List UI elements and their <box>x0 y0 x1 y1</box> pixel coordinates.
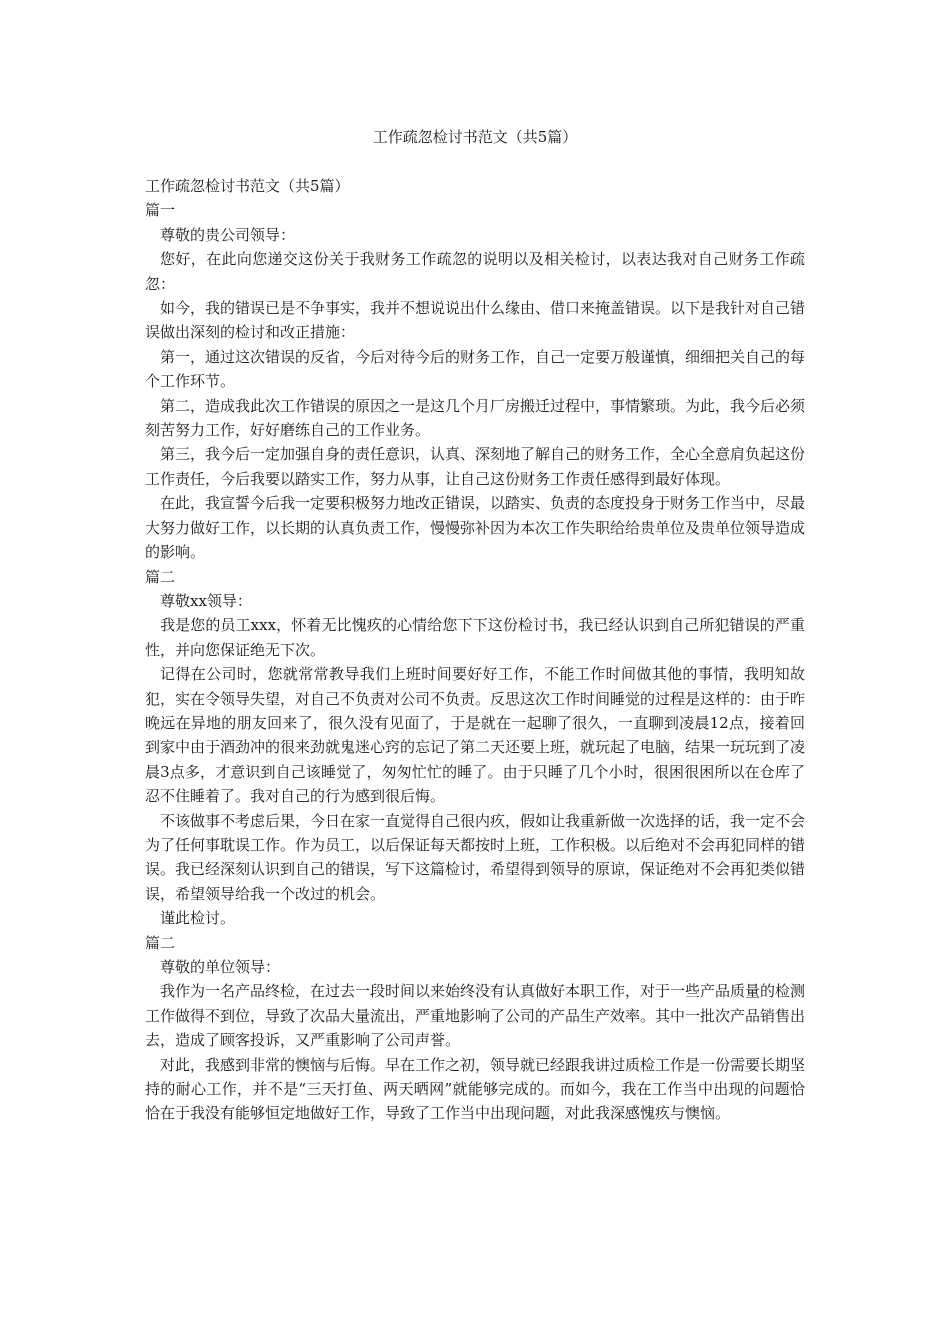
body-paragraph: 第二，造成我此次工作错误的原因之一是这几个月厂房搬迁过程中，事情繁琐。为此，我今后必须刻苦努力工作，好好磨练自己的工作业务。 <box>145 396 806 440</box>
body-paragraph: 对此，我感到非常的懊恼与后悔。早在工作之初，领导就已经跟我讲过质检工作是一份需要长期坚持的耐心工作，并不是“三天打鱼、两天晒网”就能够完成的。而如今，我在工作当中出现的问题恰恰在于我没有能够恒定地做好工作，导致了工作当中出现问题，对此我深感愧疚与懊恼。 <box>145 1055 806 1123</box>
document-title: 工作疏忽检讨书范文（共5篇） <box>372 128 578 146</box>
body-paragraph: 我作为一名产品终检，在过去一段时间以来始终没有认真做好本职工作，对于一些产品质量的检测工作做得不到位，导致了次品大量流出，严重地影响了公司的产品生产效率。其中一批次产品销售出去，造成了顾客投诉，又严重影响了公司声誉。 <box>145 982 806 1050</box>
body-paragraph: 第一，通过这次错误的反省，今后对待今后的财务工作，自己一定要万般谨慎，细细把关自己的每个工作环节。 <box>145 347 806 391</box>
body-paragraph: 您好，在此向您递交这份关于我财务工作疏忽的说明以及相关检讨，以表达我对自己财务工作疏忽： <box>145 250 805 293</box>
body-paragraph: 不该做事不考虑后果，今日在家一直觉得自己很内疚，假如让我重新做一次选择的话，我一定不会为了任何事耽误工作。作为员工，以后保证每天都按时上班，工作积极。以后绝对不会再犯同样的错误。我已经深刻认识到自己的错误，写下这篇检讨，希望得到领导的原谅，保证绝对不会再犯类似错误，希望领导给我一个改过的机会。 <box>145 811 806 903</box>
body-paragraph: 如今，我的错误已是不争事实，我并不想说说出什么缘由、借口来掩盖错误。以下是我针对自己错误做出深刻的检讨和改正措施： <box>145 299 806 342</box>
section-heading: 篇二 <box>145 567 176 586</box>
body-paragraph: 尊敬的单位领导： <box>160 958 281 976</box>
body-paragraph: 尊敬xx领导： <box>160 591 252 610</box>
body-paragraph: 第三，我今后一定加强自身的责任意识，认真、深刻地了解自己的财务工作，全心全意肩负起这份工作责任，今后我要以踏实工作，努力从事，让自己这份财务工作责任感得到最好体现。 <box>145 445 806 488</box>
body-paragraph: 尊敬的贵公司领导： <box>160 225 296 244</box>
section-heading: 篇一 <box>145 201 176 220</box>
body-paragraph: 在此，我宣誓今后我一定要积极努力地改正错误，以踏实、负责的态度投身于财务工作当中，尽最大努力做好工作，以长期的认真负责工作，慢慢弥补因为本次工作失职给给贵单位及贵单位领导造成的影响。 <box>145 494 806 562</box>
section-heading: 工作疏忽检讨书范文（共5篇） <box>145 177 350 195</box>
body-paragraph: 谨此检讨。 <box>160 909 236 928</box>
body-paragraph: 我是您的员工xxx，怀着无比愧疚的心情给您下下这份检讨书，我已经认识到自己所犯错误的严重性，并向您保证绝无下次。 <box>145 616 805 659</box>
section-heading: 篇二 <box>145 933 176 952</box>
body-paragraph: 记得在公司时，您就常常教导我们上班时间要好好工作，不能工作时间做其他的事情，我明知故犯，实在令领导失望，对自己不负责对公司不负责。反思这次工作时间睡觉的过程是这样的：由于昨晚远在异地的朋友回来了，很久没有见面了，于是就在一起聊了很久，一直聊到凌晨12点，接着回到家中由于酒劲冲的很来劲就鬼迷心窍的忘记了第二天还要上班，就玩起了电脑，结果一玩玩到了凌晨3点多，才意识到自己该睡觉了，匆匆忙忙的睡了。由于只睡了几个小时，很困很困所以在仓库了忍不住睡着了。我对自己的行为感到很后悔。 <box>145 665 806 806</box>
document-body <box>145 174 805 1126</box>
